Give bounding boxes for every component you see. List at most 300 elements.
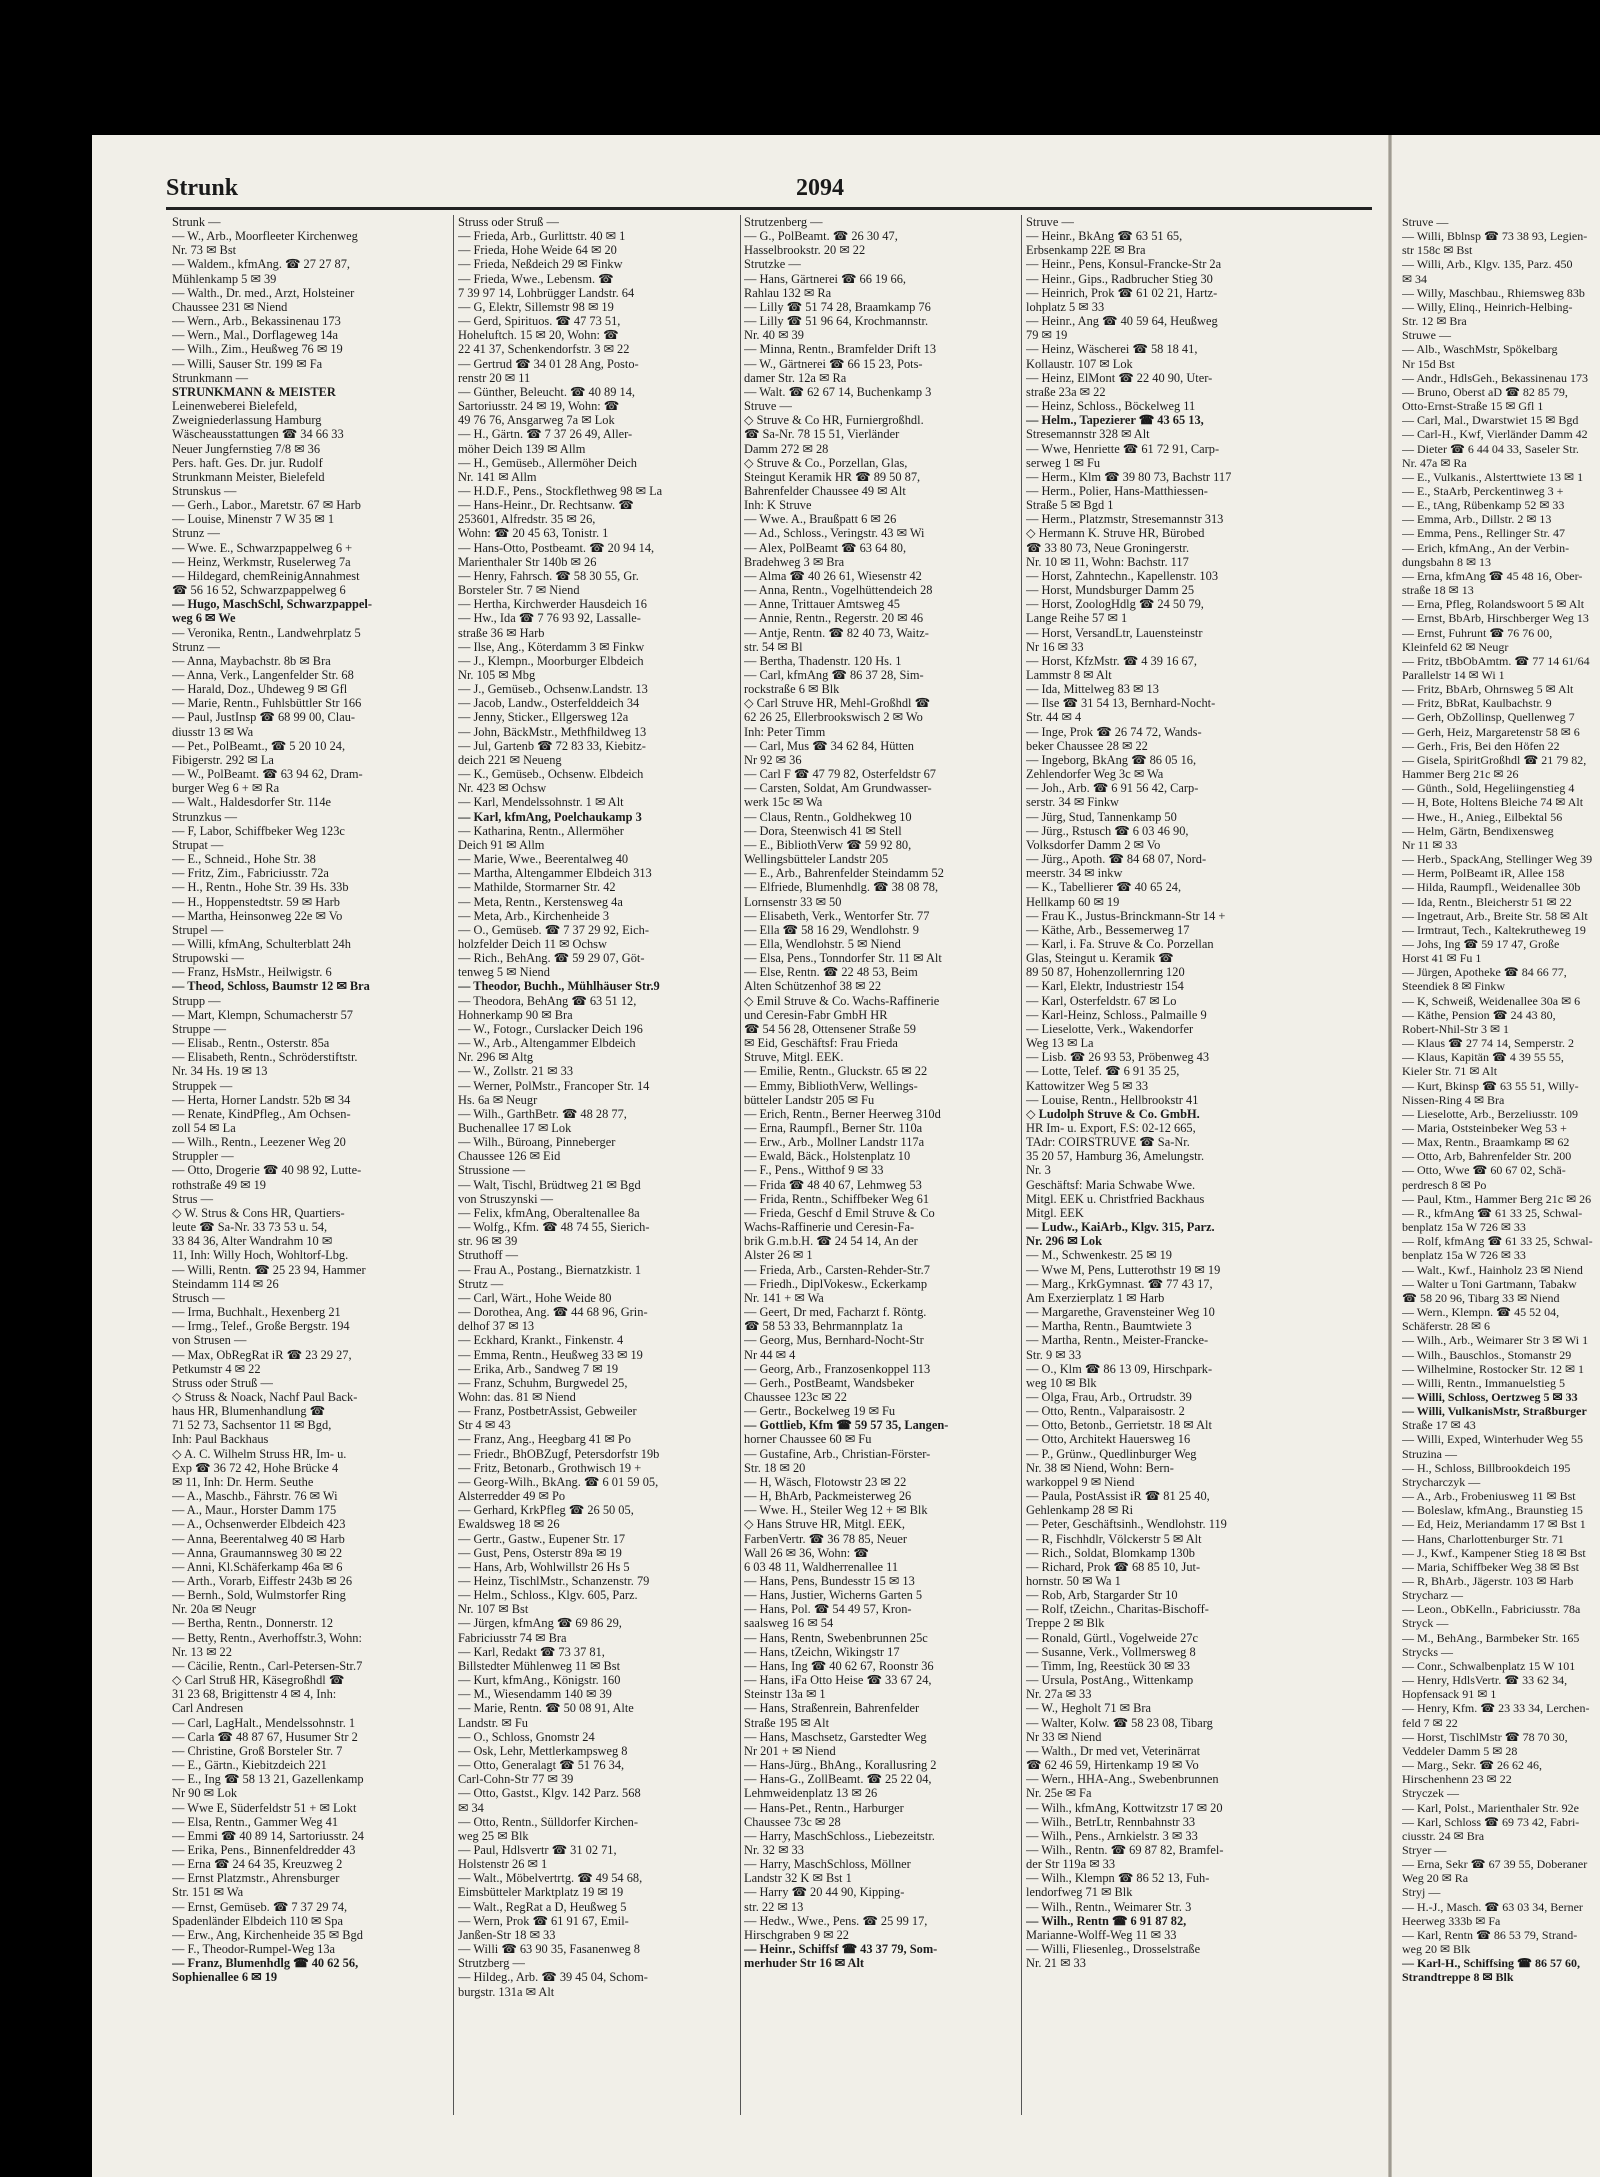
directory-entry-line: — Bertha, Thadenstr. 120 Hs. 1 — [744, 653, 902, 668]
directory-entry-line: Nr. 20a ✉ Neugr — [172, 1602, 257, 1617]
directory-entry-line: ☎ 58 20 96, Tibarg 33 ✉ Niend — [1402, 1290, 1560, 1305]
directory-entry-line: — W., Arb., Moorfleeter Kirchenweg — [172, 229, 358, 244]
directory-entry-line: — Fritz, tBbObAmtm. ☎ 77 14 61/64 — [1402, 653, 1590, 668]
directory-entry-line: — Ad., Schloss., Veringstr. 43 ✉ Wi — [744, 526, 925, 541]
directory-entry-line: Lehmweidenplatz 13 ✉ 26 — [744, 1786, 878, 1801]
directory-entry-line: str. 54 ✉ Bl — [744, 639, 803, 654]
directory-entry-line: Schäferstr. 28 ✉ 6 — [1402, 1319, 1491, 1334]
directory-entry-line: Holstenstr 26 ✉ 1 — [458, 1857, 548, 1872]
directory-entry-line: — Karl, Elektr, Industriestr 154 — [1026, 979, 1184, 994]
directory-entry-line: — Dieter ☎ 6 44 04 33, Saseler Str. — [1402, 441, 1579, 456]
directory-entry-line: Strunkmann Meister, Bielefeld — [172, 469, 325, 484]
directory-entry-line: Hopfensack 91 ✉ 1 — [1402, 1687, 1497, 1702]
directory-entry-line: — Heinr., Gips., Radbrucher Stieg 30 — [1026, 271, 1213, 286]
directory-entry-line: Struppek — — [172, 1078, 233, 1093]
directory-entry-line: — Marie, Wwe., Beerentalweg 40 — [458, 852, 629, 867]
directory-entry-line: Struwe — — [1402, 328, 1451, 343]
directory-entry-line: — Carl, LagHalt., Mendelssohnstr. 1 — [172, 1715, 356, 1730]
directory-entry-line: — Hans-Heinr., Dr. Rechtsanw. ☎ — [458, 498, 634, 513]
directory-entry-line: — Wwe. A., Braußpatt 6 ✉ 26 — [744, 512, 897, 527]
directory-entry-line: — Theodora, BehAng ☎ 63 51 12, — [458, 993, 637, 1008]
directory-entry-line: Strussione — — [458, 1163, 526, 1178]
directory-entry-line: Nissen-Ring 4 ✉ Bra — [1402, 1092, 1505, 1107]
directory-entry-line: — Geert, Dr med, Facharzt f. Röntg. — [744, 1305, 927, 1320]
directory-entry-line: — Herm., Klm ☎ 39 80 73, Bachstr 117 — [1026, 469, 1232, 484]
directory-entry-line: — Hilda, Raumpfl., Weidenallee 30b — [1402, 880, 1581, 895]
directory-entry-line: Otto-Ernst-Straße 15 ✉ Gfl 1 — [1402, 399, 1544, 414]
directory-entry-line: Str. 151 ✉ Wa — [172, 1885, 244, 1900]
directory-entry-line: — Karl, Redakt ☎ 73 37 81, — [458, 1644, 605, 1659]
directory-entry-line: — Wilh., GarthBetr. ☎ 48 28 77, — [458, 1106, 627, 1121]
directory-entry-line: — A., Maur., Horster Damm 175 — [172, 1503, 337, 1518]
directory-entry-line: Struzina — — [1402, 1446, 1457, 1461]
directory-entry-line: Heerweg 333b ✉ Fa — [1402, 1913, 1501, 1928]
directory-entry-line: — Bruno, Oberst aD ☎ 82 85 79, — [1402, 384, 1568, 399]
directory-entry-line: — Frieda, Wwe., Lebensm. ☎ — [458, 271, 614, 286]
directory-entry-line: Nr 15d Bst — [1402, 356, 1455, 371]
directory-entry-line: — Jürg, Stud, Tannenkamp 50 — [1026, 809, 1177, 824]
directory-entry-line: — Max, ObRegRat iR ☎ 23 29 27, — [172, 1347, 352, 1362]
directory-entry-line: Str. 12 ✉ Bra — [1402, 314, 1467, 329]
directory-entry-line: — Ernst Platzmstr., Ahrensburger — [172, 1871, 340, 1886]
directory-entry-line: — Irma, Buchhalt., Hexenberg 21 — [172, 1305, 341, 1320]
directory-entry-line: Nr. 423 ✉ Ochsw — [458, 781, 547, 796]
directory-entry-line: Steendiek 8 ✉ Finkw — [1402, 979, 1506, 994]
directory-entry-line: benplatz 15a W 726 ✉ 33 — [1402, 1220, 1526, 1235]
directory-entry-line: — Martha, Altengammer Elbdeich 313 — [458, 866, 652, 881]
directory-entry-line: — Wilh., Bauschlos., Stomanstr 29 — [1402, 1347, 1572, 1362]
directory-entry-line: — Lilly ☎ 51 96 64, Krochmannstr. — [744, 314, 929, 329]
directory-entry-line: Horst 41 ✉ Fu 1 — [1402, 951, 1482, 966]
directory-entry-line: — Alex, PolBeamt ☎ 63 64 80, — [744, 540, 907, 555]
directory-entry-line: Nr 90 ✉ Lok — [172, 1786, 238, 1801]
directory-entry-line: — Andr., HdlsGeh., Bekassinenau 173 — [1402, 370, 1588, 385]
directory-entry-line: — Jürg., Rstusch ☎ 6 03 46 90, — [1026, 823, 1189, 838]
directory-entry-line: ciusstr. 24 ✉ Bra — [1402, 1828, 1485, 1843]
directory-entry-line: dungsbahn 8 ✉ 13 — [1402, 554, 1492, 569]
directory-entry-line: — Mart, Klempn, Schumacherstr 57 — [172, 1007, 354, 1022]
directory-entry-line: — Rich., BehAng. ☎ 59 29 07, Göt- — [458, 951, 645, 966]
directory-entry-line: — Conr., Schwalbenplatz 15 W 101 — [1402, 1658, 1576, 1673]
directory-entry-line: weg 20 ✉ Blk — [1402, 1942, 1471, 1957]
directory-entry-line: — Horst, KfzMstr. ☎ 4 39 16 67, — [1026, 653, 1197, 668]
directory-entry-line: — Otto, Rentn., Valparaisostr. 2 — [1026, 1404, 1185, 1419]
directory-entry-line: — Elfriede, Blumenhdlg. ☎ 38 08 78, — [744, 880, 939, 895]
directory-entry-line: Strupat — — [172, 837, 224, 852]
directory-entry-line: Strupp — — [172, 993, 221, 1008]
directory-entry-line: — E., Gärtn., Kiebitzdeich 221 — [172, 1758, 327, 1773]
directory-entry-line: — Georg, Mus, Bernhard-Nocht-Str — [744, 1333, 924, 1348]
directory-entry-line: Kleinfeld 62 ✉ Neugr — [1402, 639, 1509, 654]
directory-entry-line: — Jürgen, Apotheke ☎ 84 66 77, — [1402, 965, 1567, 980]
directory-entry-line: — Lilly ☎ 51 74 28, Braamkamp 76 — [744, 299, 931, 314]
directory-entry-line: Nr. 40 ✉ 39 — [744, 328, 804, 343]
directory-entry-line: — Jul, Gartenb ☎ 72 83 33, Kiebitz- — [458, 738, 646, 753]
directory-entry-line: möher Deich 139 ✉ Allm — [458, 441, 586, 456]
directory-entry-line: 49 76 76, Ansgarweg 7a ✉ Lok — [458, 413, 615, 428]
directory-entry-line: — Ida, Mittelweg 83 ✉ 13 — [1026, 682, 1159, 697]
directory-entry-line: str. 22 ✉ 13 — [744, 1899, 804, 1914]
directory-entry-line: Treppe 2 ✉ Blk — [1026, 1616, 1105, 1631]
directory-entry-line: — Timm, Ing, Reestück 30 ✉ 33 — [1026, 1658, 1190, 1673]
directory-entry-line: — Else, Rentn. ☎ 22 48 53, Beim — [744, 965, 918, 980]
directory-entry-line: — H, Bote, Holtens Bleiche 74 ✉ Alt — [1402, 795, 1584, 810]
directory-entry-line: — W., Zollstr. 21 ✉ 33 — [458, 1064, 574, 1079]
directory-entry-line: — Otto, Architekt Hauersweg 16 — [1026, 1432, 1191, 1447]
directory-entry-line: Rahlau 132 ✉ Ra — [744, 285, 832, 300]
directory-entry-line: — Willi, Rentn. ☎ 25 23 94, Hammer — [172, 1262, 366, 1277]
directory-entry-line: deich 221 ✉ Neueng — [458, 752, 562, 767]
directory-entry-line: — Horst, TischlMstr ☎ 78 70 30, — [1402, 1729, 1568, 1744]
directory-entry-line: — O., Gemüseb. ☎ 7 37 29 92, Eich- — [458, 922, 649, 937]
directory-entry-line: weg 6 ✉ We — [172, 611, 236, 626]
directory-entry-line: Inh: Paul Backhaus — [172, 1432, 269, 1447]
directory-entry-line: — Gertr., Gastw., Eupener Str. 17 — [458, 1531, 626, 1546]
directory-entry-line: — Henry, Fahrsch. ☎ 58 30 55, Gr. — [458, 568, 639, 583]
directory-entry-line: — Hans, Justier, Wicherns Garten 5 — [744, 1588, 923, 1603]
directory-entry-line: STRUNKMANN & MEISTER — [172, 384, 336, 399]
directory-entry-line: Pers. haft. Ges. Dr. jur. Rudolf — [172, 455, 323, 470]
directory-entry-line: — Lisb. ☎ 26 93 53, Pröbenweg 43 — [1026, 1050, 1210, 1065]
directory-entry-line: Strycharz — — [1402, 1588, 1463, 1603]
directory-entry-line: delhof 37 ✉ 13 — [458, 1319, 535, 1334]
directory-entry-line: — Willi, Schloss, Oertzweg 5 ✉ 33 — [1402, 1389, 1578, 1404]
directory-entry-line: — Willy, Maschbau., Rhiemsweg 83b — [1402, 285, 1585, 300]
directory-entry-line: str 158c ✉ Bst — [1402, 243, 1473, 258]
directory-entry-line: — Hans, Ing ☎ 40 62 67, Roonstr 36 — [744, 1658, 934, 1673]
directory-entry-line: — Dora, Steenwisch 41 ✉ Stell — [744, 823, 902, 838]
directory-entry-line: — H., Gärtn. ☎ 7 37 26 49, Aller- — [458, 427, 633, 442]
directory-entry-line: Sartoriusstr. 24 ✉ 19, Wohn: ☎ — [458, 399, 620, 414]
directory-entry-line: Strutz — — [458, 1276, 504, 1291]
directory-entry-line: — Käthe, Pension ☎ 24 43 80, — [1402, 1007, 1556, 1022]
directory-entry-line: Nr. 25e ✉ Fa — [1026, 1786, 1092, 1801]
directory-entry-line: hornstr. 50 ✉ Wa 1 — [1026, 1574, 1121, 1588]
directory-entry-line: Weg 13 ✉ La — [1026, 1036, 1094, 1051]
directory-entry-line: — Wilh., Pens., Arnkielstr. 3 ✉ 33 — [1026, 1828, 1198, 1843]
directory-entry-line: 22 41 37, Schenkendorfstr. 3 ✉ 22 — [458, 342, 630, 357]
directory-entry-line: — W., Fotogr., Curslacker Deich 196 — [458, 1021, 643, 1036]
directory-entry-line: — Lieselotte, Verk., Wakendorfer — [1026, 1021, 1194, 1036]
directory-entry-line: ◇ Struss & Noack, Nachf Paul Back- — [172, 1389, 358, 1404]
directory-entry-line: — J., Klempn., Moorburger Elbdeich — [458, 653, 644, 668]
directory-entry-line: str. 96 ✉ 39 — [458, 1234, 518, 1249]
directory-entry-line: — Hans, Straßenrein, Bahrenfelder — [744, 1701, 920, 1716]
directory-entry-line: bütteler Landstr 205 ✉ Fu — [744, 1092, 875, 1107]
directory-entry-line: — K., Gemüseb., Ochsenw. Elbdeich — [458, 767, 644, 782]
directory-entry-line: — Anna, Rentn., Vogelhüttendeich 28 — [744, 583, 933, 598]
directory-entry-line: Fabriciusstr 74 ✉ Bra — [458, 1630, 567, 1645]
directory-entry-line: Mitgl. EEK u. Christfried Backhaus — [1026, 1191, 1205, 1206]
directory-entry-line: — Wern., Mal., Dorflageweg 14a — [172, 328, 338, 343]
directory-entry-line: 35 20 57, Hamburg 36, Amelungstr. — [1026, 1149, 1205, 1164]
directory-entry-line: Ewaldsweg 18 ✉ 26 — [458, 1517, 560, 1532]
directory-entry-line: — Paul, JustInsp ☎ 68 99 00, Clau- — [172, 710, 356, 725]
directory-page — [92, 135, 1600, 2177]
directory-entry-line: — Otto, Arb, Bahrenfelder Str. 200 — [1402, 1149, 1572, 1164]
column-next-page — [1402, 215, 1594, 2125]
directory-entry-line: — W., Arb., Altengammer Elbdeich — [458, 1036, 636, 1051]
directory-entry-line: — Willy, Elinq., Heinrich-Helbing- — [1402, 299, 1573, 314]
directory-entry-line: Hellkamp 60 ✉ 19 — [1026, 894, 1120, 909]
directory-entry-line: — Otto, Gastst., Klgv. 142 Parz. 568 — [458, 1786, 641, 1801]
directory-entry-line: — Otto, Generalagt ☎ 51 76 34, — [458, 1758, 625, 1773]
directory-entry-line: ✉ 34 — [1402, 271, 1428, 286]
directory-entry-line: — H.-J., Masch. ☎ 63 03 34, Berner — [1402, 1899, 1583, 1914]
directory-entry-line: — Emilie, Rentn., Gluckstr. 65 ✉ 22 — [744, 1064, 928, 1079]
directory-entry-line: ☎ 54 56 28, Ottensener Straße 59 — [744, 1021, 917, 1036]
directory-entry-line: — Harald, Doz., Uhdeweg 9 ✉ Gfl — [172, 682, 348, 697]
directory-entry-line: — Erich, Rentn., Berner Heerweg 310d — [744, 1106, 941, 1121]
directory-entry-line: — Ella ☎ 58 16 29, Wendlohstr. 9 — [744, 922, 919, 937]
directory-entry-line: Buchenallee 17 ✉ Lok — [458, 1121, 572, 1135]
directory-entry-line: von Strusen — — [172, 1333, 247, 1348]
directory-entry-line: — Ingeborg, BkAng ☎ 86 05 16, — [1026, 752, 1197, 767]
directory-entry-line: Stryczek — — [1402, 1786, 1459, 1801]
directory-entry-line: — Walter, Kolw. ☎ 58 23 08, Tibarg — [1026, 1715, 1213, 1730]
directory-entry-line: — Hans-Jürg., BhAng., Korallusring 2 — [744, 1758, 937, 1773]
directory-entry-line: — H., Schloss, Billbrookdeich 195 — [1402, 1460, 1571, 1475]
directory-entry-line: — Franz, Schuhm, Burgwedel 25, — [458, 1375, 628, 1390]
directory-entry-line: Str. 18 ✉ 20 — [744, 1460, 806, 1475]
directory-entry-line: — Walt. ☎ 62 67 14, Buchenkamp 3 — [744, 384, 932, 399]
directory-entry-line: — Fritz, Zim., Fabriciusstr. 72a — [172, 866, 329, 881]
directory-entry-line: — Fritz, Betonarb., Grothwisch 19 + — [458, 1460, 642, 1475]
directory-entry-line: burgstr. 131a ✉ Alt — [458, 1984, 555, 1999]
directory-entry-line: — F., Theodor-Rumpel-Weg 13a — [172, 1942, 336, 1957]
column-2 — [458, 215, 737, 2125]
directory-entry-line: werk 15c ✉ Wa — [744, 795, 823, 810]
directory-entry-line: Janßen-Str 18 ✉ 33 — [458, 1927, 556, 1942]
directory-entry-line: Struve — — [1402, 215, 1449, 229]
directory-entry-line: — H., Rentn., Hohe Str. 39 Hs. 33b — [172, 880, 349, 895]
directory-entry-line: — Walter u Toni Gartmann, Tabakw — [1402, 1276, 1577, 1291]
directory-entry-line: weg 10 ✉ Blk — [1026, 1375, 1097, 1390]
directory-entry-line: damer Str. 12a ✉ Ra — [744, 370, 847, 385]
directory-entry-line: — Wilh., Büroang, Pinneberger — [458, 1135, 616, 1150]
directory-entry-line: — G, Elektr, Sillemstr 98 ✉ 19 — [458, 299, 614, 314]
directory-entry-line: — R, BhArb., Jägerstr. 103 ✉ Harb — [1402, 1574, 1574, 1588]
directory-entry-line: Struppe — — [172, 1021, 227, 1036]
directory-entry-line: — Wolfg., Kfm. ☎ 48 74 55, Sierich- — [458, 1220, 650, 1235]
directory-entry-line: Steindamm 114 ✉ 26 — [172, 1276, 279, 1291]
directory-entry-line: — Frieda, Arb., Carsten-Rehder-Str.7 — [744, 1262, 930, 1277]
directory-entry-line: — Franz, HsMstr., Heilwigstr. 6 — [172, 965, 332, 980]
directory-entry-line: Strutzberg — — [458, 1956, 525, 1971]
directory-entry-line: Chaussee 231 ✉ Niend — [172, 299, 288, 314]
directory-entry-line: — Felix, kfmAng, Oberaltenallee 8a — [458, 1205, 640, 1220]
directory-entry-line: — Anna, Maybachstr. 8b ✉ Bra — [172, 653, 331, 668]
directory-entry-line: — Martha, Rentn., Meister-Francke- — [1026, 1333, 1209, 1348]
directory-entry-line: — Georg-Wilh., BkAng. ☎ 6 01 59 05, — [458, 1474, 659, 1489]
directory-entry-line: — Gerhard, KrkPfleg ☎ 26 50 05, — [458, 1503, 634, 1518]
directory-entry-line: — Heinrich, Prok ☎ 61 02 21, Hartz- — [1026, 285, 1218, 300]
directory-entry-line: — Ernst, Gemüseb. ☎ 7 37 29 74, — [172, 1899, 348, 1914]
directory-entry-line: — Ingetraut, Arb., Breite Str. 58 ✉ Alt — [1402, 908, 1588, 923]
directory-entry-line: lendorfweg 71 ✉ Blk — [1026, 1885, 1133, 1900]
directory-entry-line: — Marie, Rentn., Fuhlsbüttler Str 166 — [172, 696, 362, 711]
directory-entry-line: ◇ Hans Struve HR, Mitgl. EEK, — [744, 1517, 905, 1532]
directory-entry-line: — Friedr., BhOBZugf, Petersdorfstr 19b — [458, 1446, 660, 1461]
directory-entry-line: Zehlendorfer Weg 3c ✉ Wa — [1026, 767, 1164, 782]
directory-entry-line: Alten Schützenhof 38 ✉ 22 — [744, 979, 882, 994]
directory-entry-line: ☎ Sa-Nr. 78 15 51, Vierländer — [744, 427, 900, 442]
directory-entry-line: — Gerh., Labor., Maretstr. 67 ✉ Harb — [172, 498, 361, 513]
directory-entry-line: — John, BäckMstr., Methfhildweg 13 — [458, 724, 647, 739]
directory-entry-line: ✉ Eid, Geschäftsf: Frau Frieda — [744, 1036, 898, 1051]
directory-entry-line: Hasselbrookstr. 20 ✉ 22 — [744, 243, 866, 258]
directory-entry-line: Strunz — — [172, 639, 220, 654]
directory-entry-line: — Emma, Pens., Rellinger Str. 47 — [1402, 526, 1565, 541]
directory-entry-line: Strunk — — [172, 215, 221, 229]
directory-entry-line: — Walt., RegRat a D, Heußweg 5 — [458, 1899, 627, 1914]
directory-entry-line: — Carl, Mal., Dwarstwiet 15 ✉ Bgd — [1402, 413, 1579, 428]
directory-entry-line: — Wilhelmine, Rostocker Str. 12 ✉ 1 — [1402, 1361, 1585, 1376]
directory-entry-line: — Wern, Prok ☎ 61 91 67, Emil- — [458, 1913, 629, 1928]
directory-entry-line: — W., Hegholt 71 ✉ Bra — [1026, 1701, 1151, 1716]
directory-entry-line: — Henry, Kfm. ☎ 23 33 34, Lerchen- — [1402, 1701, 1590, 1716]
directory-entry-line: 89 50 87, Hohenzollernring 120 — [1026, 965, 1185, 980]
column-4 — [1026, 215, 1348, 2125]
directory-entry-line: — Karl, Rentn ☎ 86 53 79, Strand- — [1402, 1927, 1578, 1942]
directory-entry-line: Stryer — — [1402, 1842, 1447, 1857]
directory-entry-line: Volksdorfer Damm 2 ✉ Vo — [1026, 837, 1161, 852]
directory-entry-line: Alsterredder 49 ✉ Po — [458, 1489, 566, 1504]
directory-entry-line: — Hwe., H., Anieg., Eilbektal 56 — [1402, 809, 1563, 824]
directory-entry-line: — Wwe E, Süderfeldstr 51 + ✉ Lokt — [172, 1800, 357, 1815]
directory-entry-line: leute ☎ Sa-Nr. 33 73 53 u. 54, — [172, 1220, 328, 1235]
directory-entry-line: — Willi, Arb., Klgv. 135, Parz. 450 — [1402, 257, 1573, 272]
directory-entry-line: — Ida, Rentn., Bleicherstr 51 ✉ 22 — [1402, 894, 1572, 909]
directory-entry-line: — Ursula, PostAng., Wittenkamp — [1026, 1673, 1194, 1688]
directory-entry-line: — Ronald, Gürtl., Vogelweide 27c — [1026, 1630, 1198, 1645]
directory-entry-line: — Wilh., kfmAng, Kottwitzstr 17 ✉ 20 — [1026, 1800, 1223, 1815]
directory-entry-line: Neuer Jungfernstieg 7/8 ✉ 36 — [172, 441, 321, 456]
directory-entry-line: — Otto, Rentn., Sülldorfer Kirchen- — [458, 1814, 638, 1829]
directory-entry-line: — Wwe M, Pens, Lutterothstr 19 ✉ 19 — [1026, 1262, 1221, 1277]
directory-entry-line: Hohnerkamp 90 ✉ Bra — [458, 1007, 573, 1022]
directory-entry-line: Steingut Keramik HR ☎ 89 50 87, — [744, 469, 921, 484]
directory-entry-line: — E., BibliothVerw ☎ 59 92 80, — [744, 837, 912, 852]
directory-entry-line: — Jürg., Apoth. ☎ 84 68 07, Nord- — [1026, 852, 1207, 867]
directory-entry-line: Nr. 27a ✉ 33 — [1026, 1687, 1092, 1702]
directory-entry-line: 71 52 73, Sachsentor 11 ✉ Bgd, — [172, 1418, 332, 1433]
directory-entry-line: Veddeler Damm 5 ✉ 28 — [1402, 1743, 1518, 1758]
directory-entry-line: — Wilh., Klempn ☎ 86 52 13, Fuh- — [1026, 1871, 1210, 1886]
directory-entry-line: — Erika, Pens., Binnenfeldredder 43 — [172, 1842, 356, 1857]
directory-entry-line: Mitgl. EEK — [1026, 1205, 1084, 1220]
directory-entry-line: Inh: K Struve — [744, 498, 812, 513]
directory-entry-line: — Antje, Rentn. ☎ 82 40 73, Waitz- — [744, 625, 929, 640]
directory-entry-line: — Wern., HHA-Ang., Swebenbrunnen — [1026, 1772, 1219, 1787]
directory-entry-line: — Ilse, Ang., Köterdamm 3 ✉ Finkw — [458, 639, 645, 654]
directory-entry-line: — Alma ☎ 40 26 61, Wiesenstr 42 — [744, 568, 922, 583]
directory-entry-line: 62 26 25, Ellerbrookswisch 2 ✉ Wo — [744, 710, 923, 725]
directory-entry-line: — Wilh., Rentn., Weimarer Str. 3 — [1026, 1899, 1192, 1914]
directory-entry-line: serstr. 34 ✉ Finkw — [1026, 795, 1119, 810]
directory-entry-line: saalsweg 16 ✉ 54 — [744, 1616, 834, 1631]
directory-entry-line: — P., Grünw., Quedlinburger Weg — [1026, 1446, 1197, 1461]
directory-entry-line: — Irmg., Telef., Große Bergstr. 194 — [172, 1319, 350, 1334]
directory-entry-line: 79 ✉ 19 — [1026, 328, 1068, 343]
directory-entry-line: — Hans, iFa Otto Heise ☎ 33 67 24, — [744, 1673, 932, 1688]
directory-entry-line: — Carsten, Soldat, Am Grundwasser- — [744, 781, 932, 796]
directory-entry-line: — Willi, Rentn., Immanuelstieg 5 — [1402, 1375, 1565, 1390]
directory-entry-line: 31 23 68, Brigittenstr 4 ✉ 4, Inh: — [172, 1687, 337, 1702]
directory-entry-line: Straße 195 ✉ Alt — [744, 1715, 830, 1730]
directory-entry-line: — Claus, Rentn., Goldhekweg 10 — [744, 809, 912, 824]
directory-entry-line: Nr 201 + ✉ Niend — [744, 1743, 836, 1758]
directory-entry-line: Nr 92 ✉ 36 — [744, 752, 802, 767]
directory-entry-line: Lornsenstr 33 ✉ 50 — [744, 894, 842, 909]
directory-entry-line: — Ernst, Fuhrunt ☎ 76 76 00, — [1402, 625, 1553, 640]
directory-entry-line: — Annie, Rentn., Regerstr. 20 ✉ 46 — [744, 611, 924, 626]
directory-entry-line: — Inge, Prok ☎ 26 74 72, Wands- — [1026, 724, 1202, 739]
directory-entry-line: — Alb., WaschMstr, Spökelbarg — [1402, 342, 1558, 357]
directory-entry-line: Am Exerzierplatz 1 ✉ Harb — [1026, 1290, 1165, 1305]
directory-entry-line: — Karl, Osterfeldstr. 67 ✉ Lo — [1026, 993, 1177, 1008]
directory-entry-line: — Meta, Rentn., Kerstensweg 4a — [458, 894, 623, 909]
directory-entry-line: Struss oder Struß — — [172, 1375, 273, 1390]
directory-entry-line: Str 4 ✉ 43 — [458, 1418, 511, 1433]
directory-entry-line: — Carl, Wärt., Hohe Weide 80 — [458, 1290, 612, 1305]
directory-entry-line: 253601, Alfredstr. 35 ✉ 26, — [458, 512, 596, 527]
directory-entry-line: Nr. 13 ✉ 22 — [172, 1644, 232, 1659]
directory-entry-line: Kollaustr. 107 ✉ Lok — [1026, 356, 1133, 371]
directory-entry-line: FarbenVertr. ☎ 36 78 85, Neuer — [744, 1531, 908, 1546]
directory-entry-line: — H., Gemüseb., Allermöher Deich — [458, 455, 637, 470]
directory-entry-line: — Hans, Pol. ☎ 54 49 57, Kron- — [744, 1602, 912, 1617]
directory-entry-line: Stryck — — [1402, 1616, 1449, 1631]
directory-entry-line: straße 18 ✉ 13 — [1402, 583, 1474, 598]
directory-entry-line: — Olga, Frau, Arb., Ortrudstr. 39 — [1026, 1389, 1192, 1404]
directory-entry-line: — Ewald, Bäck., Holstenplatz 10 — [744, 1149, 911, 1164]
directory-entry-line: — Erich, kfmAng., An der Verbin- — [1402, 540, 1570, 555]
directory-entry-line: — Wilh., Rentn. ☎ 69 87 82, Bramfel- — [1026, 1842, 1224, 1857]
directory-entry-line: — Anna, Verk., Langenfelder Str. 68 — [172, 668, 354, 682]
directory-entry-line: — Katharina, Rentn., Allermöher — [458, 823, 624, 838]
directory-entry-line: Nr. 10 ✉ 11, Wohn: Bachstr. 117 — [1026, 554, 1189, 569]
directory-entry-line: — Gerh., PostBeamt, Wandsbeker — [744, 1375, 915, 1390]
directory-entry-line: HR Im- u. Export, F.S: 02-12 665, — [1026, 1121, 1196, 1135]
directory-entry-line: — Willi ☎ 63 90 35, Fasanenweg 8 — [458, 1942, 640, 1957]
directory-entry-line: — Frieda, Arb., Gurlittstr. 40 ✉ 1 — [458, 229, 626, 244]
directory-entry-line: ☎ 58 53 33, Behrmannplatz 1a — [744, 1319, 903, 1334]
directory-entry-line: — Minna, Rentn., Bramfelder Drift 13 — [744, 342, 937, 357]
directory-entry-line: — Heinz, Wäscherei ☎ 58 18 41, — [1026, 342, 1198, 357]
directory-entry-line: — Emma, Arb., Dillstr. 2 ✉ 13 — [1402, 512, 1552, 527]
directory-entry-line: — Willi, VulkanisMstr, Straßburger — [1402, 1404, 1587, 1419]
directory-entry-line: — Frau K., Justus-Brinckmann-Str 14 + — [1026, 908, 1226, 923]
directory-entry-line: Hirschenhenn 23 ✉ 22 — [1402, 1772, 1512, 1787]
directory-entry-line: — Marie, Rentn. ☎ 50 08 91, Alte — [458, 1701, 634, 1716]
directory-entry-line: — Herm., Polier, Hans-Matthiessen- — [1026, 483, 1208, 498]
directory-entry-line: — Osk, Lehr, Mettlerkampsweg 8 — [458, 1743, 628, 1758]
running-head-title: Strunk — [166, 175, 239, 201]
directory-entry-line: ✉ 34 — [458, 1800, 484, 1815]
column-divider — [453, 215, 454, 2115]
directory-entry-line: — Carl F ☎ 47 79 82, Osterfeldstr 67 — [744, 767, 936, 782]
directory-entry-line: — Georg, Arb., Franzosenkoppel 113 — [744, 1361, 931, 1376]
directory-entry-line: — Herm, PolBeamt iR, Allee 158 — [1402, 866, 1565, 881]
directory-entry-line: horner Chaussee 60 ✉ Fu — [744, 1432, 872, 1447]
directory-entry-line: 11, Inh: Willy Hoch, Wohltorf-Lbg. — [172, 1248, 349, 1263]
directory-entry-line: — Hans-G., ZollBeamt. ☎ 25 22 04, — [744, 1772, 932, 1787]
directory-entry-line: Damm 272 ✉ 28 — [744, 441, 829, 456]
directory-entry-line: — F, Labor, Schiffbeker Weg 123c — [172, 823, 345, 838]
directory-entry-line: Strycks — — [1402, 1644, 1453, 1659]
directory-entry-line: — Paul, Ktm., Hammer Berg 21c ✉ 26 — [1402, 1191, 1592, 1206]
